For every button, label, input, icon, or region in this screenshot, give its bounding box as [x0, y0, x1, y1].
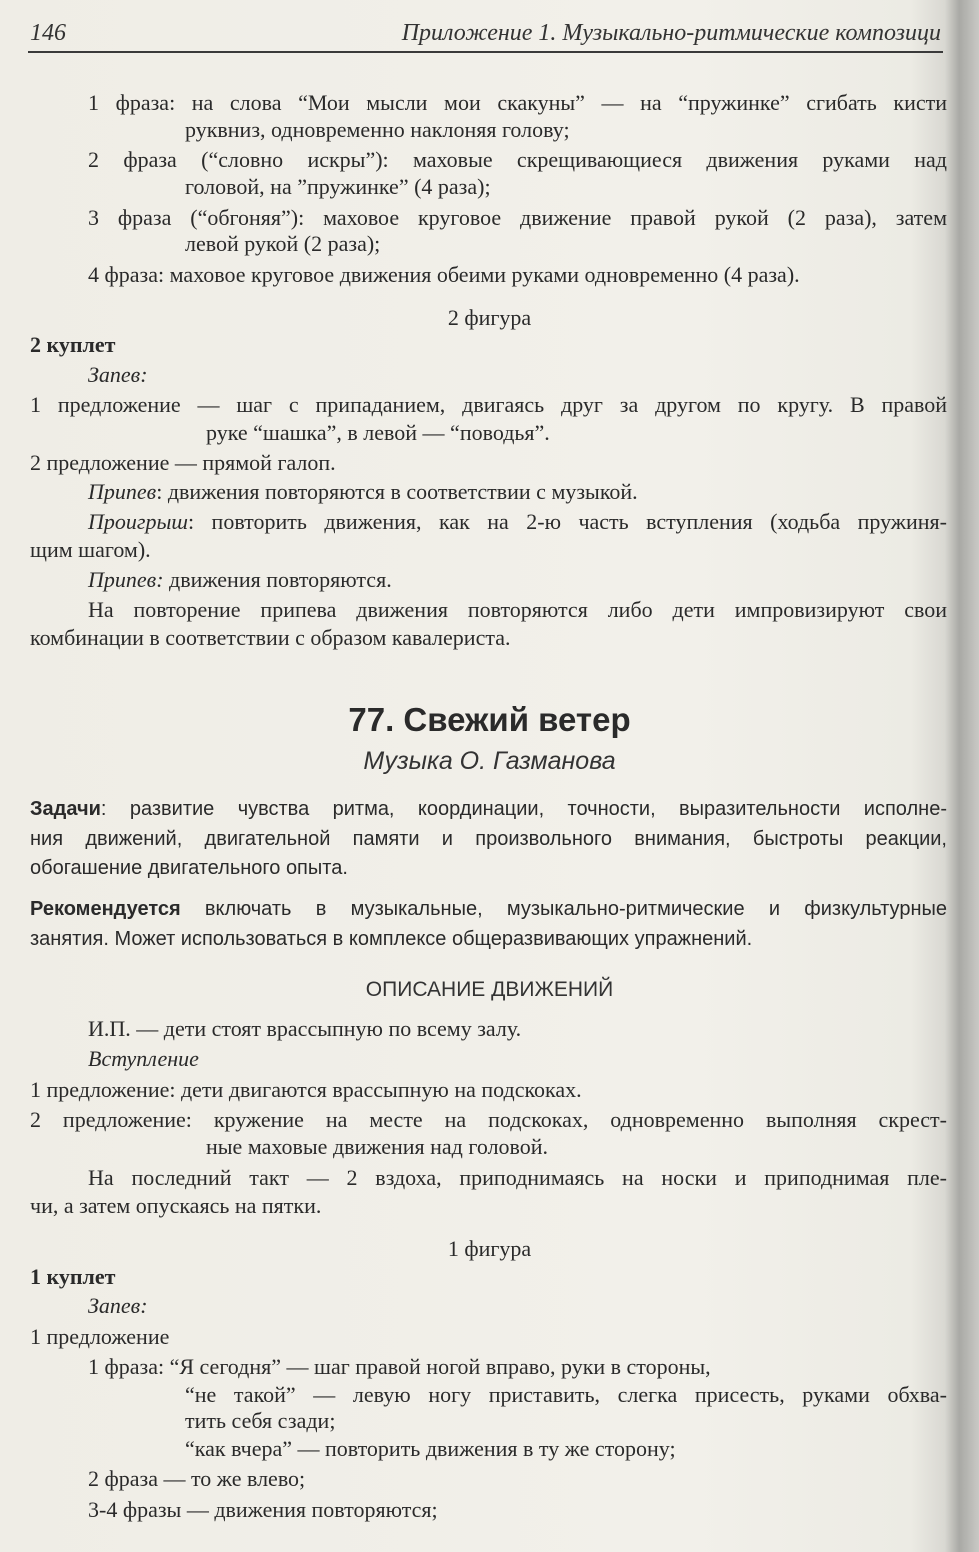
text-line: 1 предложение — шаг с припаданием, двигаясь друг за другом по кругу. В правой	[30, 392, 947, 417]
page-number: 146	[30, 20, 66, 46]
text-line: ные маховые движения над головой.	[206, 1134, 549, 1159]
text-line: 1 фраза: на слова “Мои мысли мои скакуны” — на “пружинке” сгибать кисти	[88, 90, 947, 115]
figure-heading: 1 фигура	[447, 1236, 532, 1261]
text-line: 2 предложение: кружение на месте на подскоках, одновременно выполняя скрест-	[30, 1107, 947, 1132]
running-title: Приложение 1. Музыкально-ритмические композици	[401, 20, 941, 46]
tasks-label: Задачи	[30, 798, 101, 820]
text-line: левой рукой (2 раза);	[185, 231, 381, 256]
text-line: На последний такт — 2 вздоха, приподнимаясь на носки и приподнимая пле-	[88, 1165, 947, 1190]
tasks-line: ния движений, двигательной памяти и произвольного внимания, быстроты реакции,	[30, 828, 947, 850]
verse-heading: 1 куплет	[30, 1264, 116, 1289]
text-line: тить себя сзади;	[185, 1408, 336, 1433]
movements-heading: ОПИСАНИЕ ДВИЖЕНИЙ	[365, 978, 614, 1001]
line-text: движения повторяются.	[163, 567, 392, 592]
text-line: 2 предложение — прямой галоп.	[30, 450, 336, 475]
recommend-line	[30, 895, 947, 923]
text-line: 1 предложение	[30, 1324, 170, 1349]
figure-heading: 2 фигура	[447, 305, 532, 330]
intro-label: Вступление	[88, 1046, 199, 1071]
tasks-line	[30, 795, 947, 823]
text-line	[88, 508, 947, 536]
text-line: головой, на ”пружинке” (4 раза);	[185, 174, 491, 199]
text-line: 3-4 фразы — движения повторяются;	[88, 1497, 438, 1522]
line-text: : развитие чувства ритма, координации, точности, выразительности исполне-	[100, 798, 947, 820]
line-label: Припев	[88, 479, 157, 504]
text-line: 4 фраза: маховое круговое движения обеими руками одновременно (4 раза).	[88, 262, 800, 287]
section-title: 77. Свежий ветер	[348, 701, 631, 738]
text-line	[88, 566, 392, 594]
chorus-label: Запев:	[88, 1293, 148, 1318]
section-subtitle: Музыка О. Газманова	[363, 747, 616, 775]
text-line: щим шагом).	[30, 537, 151, 562]
header-rule	[28, 51, 943, 53]
verse-heading: 2 куплет	[30, 332, 116, 357]
recommend-line: занятия. Может использоваться в комплексе общеразвивающих упражнений.	[30, 928, 753, 950]
line-text: : движения повторяются в соответствии с музыкой.	[156, 479, 638, 504]
text-line: руке “шашка”, в левой — “поводья”.	[206, 420, 550, 445]
text-line: комбинации в соответствии с образом кавалериста.	[30, 625, 511, 650]
text-line: “как вчера” — повторить движения в ту же сторону;	[185, 1436, 676, 1461]
line-text: включать в музыкальные, музыкально-ритмические и физкультурные	[180, 898, 947, 920]
text-line: 2 фраза (“словно искры”): маховые скрещивающиеся движения руками над	[88, 147, 947, 172]
text-line: 1 предложение: дети двигаются врассыпную на подскоках.	[30, 1077, 582, 1102]
text-line: руквниз, одновременно наклоняя голову;	[185, 117, 570, 142]
text-line: чи, а затем опускаясь на пятки.	[30, 1193, 322, 1218]
text-line: На повторение припева движения повторяются либо дети импровизируют свои	[88, 597, 947, 622]
line-text: : повторить движения, как на 2-ю часть вступления (ходьба пружиня-	[187, 509, 947, 534]
text-line: И.П. — дети стоят врассыпную по всему залу.	[88, 1016, 522, 1041]
text-line	[88, 478, 638, 506]
recommend-label: Рекомендуется	[30, 898, 181, 920]
text-line: “не такой” — левую ногу приставить, слегка присесть, руками обхва-	[185, 1382, 947, 1407]
text-line: 3 фраза (“обгоняя”): маховое круговое движение правой рукой (2 раза), затем	[88, 205, 947, 230]
chorus-label: Запев:	[88, 362, 148, 387]
text-line: 1 фраза: “Я сегодня” — шаг правой ногой вправо, руки в стороны,	[88, 1354, 711, 1379]
tasks-line: обогашение двигательного опыта.	[30, 857, 348, 879]
line-label: Проигрыш	[88, 509, 188, 534]
line-label: Припев:	[88, 567, 164, 592]
text-line: 2 фраза — то же влево;	[88, 1466, 306, 1491]
